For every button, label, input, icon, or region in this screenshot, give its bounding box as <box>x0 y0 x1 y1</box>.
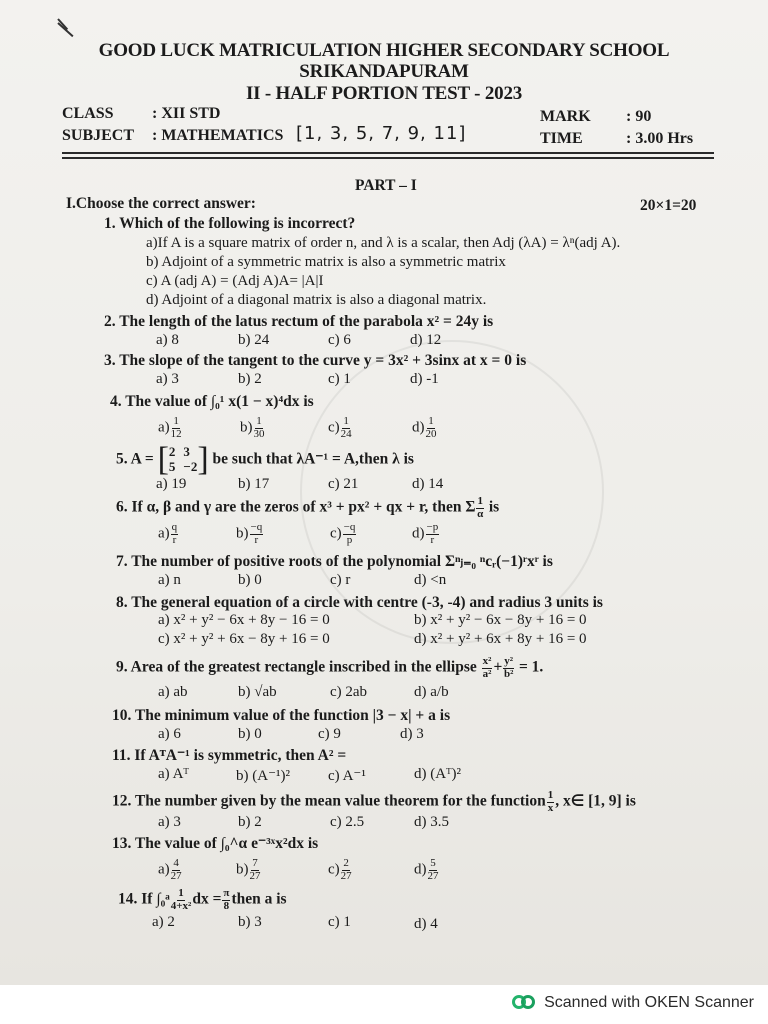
q2-option-a: a) 8 <box>156 332 179 348</box>
mark-value: : 90 <box>626 108 652 125</box>
q2-option-d: d) 12 <box>410 332 442 348</box>
q6-option-c: c) $\frac{-q}{p}$ <box>330 521 356 546</box>
q12-option-a: a) 3 <box>158 814 181 830</box>
time-value: : 3.00 Hrs <box>626 130 694 147</box>
q1-option-b: b) Adjoint of a symmetric matrix is also a symmetric matrix <box>146 254 506 270</box>
question-7: 7. The number of positive roots of the polynomial Σⁿⱼ₌₀ ⁿcᵣ(−1)ʳxʳ is <box>116 553 553 570</box>
section-instruction: I.Choose the correct answer: <box>66 195 256 212</box>
q7-option-a: a) n <box>158 572 181 588</box>
header-rule <box>62 157 714 159</box>
q3-option-c: c) 1 <box>328 371 351 387</box>
q11-option-d: d) (Aᵀ)² <box>414 766 461 782</box>
question-2: 2. The length of the latus rectum of the parabola x² = 24y is <box>104 313 494 330</box>
q7-option-b: b) 0 <box>238 572 262 588</box>
question-9: 9. Area of the greatest rectangle inscribed in the ellipse $\frac{\text{x²}}{\text{a²}}$ + $\frac{\text{y²}}{\text{b²}}$ = 1. <box>116 655 544 680</box>
q4-option-c: c) $\frac{1}{24}$ <box>328 415 352 440</box>
matrix-A: [ 2 3 5 −2 ] <box>157 441 209 478</box>
q6-option-b: b) $\frac{-q}{r}$ <box>236 521 263 546</box>
q3-option-a: a) 3 <box>156 371 179 387</box>
q5-option-d: d) 14 <box>412 476 444 492</box>
q14-option-b: b) 3 <box>238 914 262 930</box>
q11-option-a: a) Aᵀ <box>158 766 189 782</box>
q8-option-b: b) x² + y² − 6x − 8y + 16 = 0 <box>414 612 587 628</box>
subject-value: : MATHEMATICS <box>152 127 284 144</box>
q10-option-d: d) 3 <box>400 726 424 742</box>
q4-option-d: d) $\frac{1}{20}$ <box>412 415 437 440</box>
scanner-watermark <box>512 993 754 1013</box>
question-6: 6. If α, β and γ are the zeros of x³ + px² + qx + r, then Σ $\frac{1}{\alpha}$ is <box>116 495 500 520</box>
q6-option-a: a) $\frac{q}{r}$ <box>158 521 178 546</box>
q2-option-c: c) 6 <box>328 332 351 348</box>
q5-option-a: a) 19 <box>156 476 187 492</box>
q3-option-b: b) 2 <box>238 371 262 387</box>
q12-option-d: d) 3.5 <box>414 814 449 830</box>
school-name: GOOD LUCK MATRICULATION HIGHER SECONDARY SCHOOL <box>98 40 670 61</box>
q8-option-a: a) x² + y² − 6x + 8y − 16 = 0 <box>158 612 330 628</box>
question-3: 3. The slope of the tangent to the curve y = 3x² + 3sinx at x = 0 is <box>104 352 527 369</box>
q10-option-a: a) 6 <box>158 726 181 742</box>
q1-option-d: d) Adjoint of a diagonal matrix is also a diagonal matrix. <box>146 292 487 308</box>
q4-option-a: a) $\frac{1}{12}$ <box>158 415 182 440</box>
q10-option-b: b) 0 <box>238 726 262 742</box>
q5-option-b: b) 17 <box>238 476 270 492</box>
q10-option-c: c) 9 <box>318 726 341 742</box>
question-4: 4. The value of ∫₀¹ x(1 − x)⁴dx is <box>110 393 314 410</box>
q7-option-d: d) <n <box>414 572 447 588</box>
q14-option-d: d) 4 <box>414 916 438 932</box>
class-value: : XII STD <box>152 105 221 122</box>
q1-option-a: a)If A is a square matrix of order n, and λ is a scalar, then Adj (λA) = λⁿ(adj A). <box>146 235 621 251</box>
q5-option-c: c) 21 <box>328 476 359 492</box>
question-13: 13. The value of ∫₀^α e⁻³ˣx²dx is <box>112 835 319 852</box>
q9-option-d: d) a/b <box>414 684 449 700</box>
question-1: 1. Which of the following is incorrect? <box>104 215 356 232</box>
q11-option-b: b) (A⁻¹)² <box>236 768 290 784</box>
q8-option-d: d) x² + y² + 6x + 8y + 16 = 0 <box>414 631 587 647</box>
school-town: SRIKANDAPURAM <box>299 61 469 82</box>
q11-option-c: c) A⁻¹ <box>328 768 366 784</box>
question-10: 10. The minimum value of the function |3 − x| + a is <box>112 707 451 724</box>
q13-option-b: b) $\frac{7}{27}$ <box>236 857 261 882</box>
q4-option-b: b) $\frac{1}{30}$ <box>240 415 265 440</box>
q2-option-b: b) 24 <box>238 332 270 348</box>
question-11: 11. If AᵀA⁻¹ is symmetric, then A² = <box>112 747 347 764</box>
class-label: CLASS <box>62 105 114 122</box>
scanner-footer <box>0 985 768 1024</box>
q9-option-b: b) √ab <box>238 684 277 700</box>
section-marks: 20×1=20 <box>640 197 697 214</box>
exam-title: II - HALF PORTION TEST - 2023 <box>245 83 523 104</box>
question-12: 12. The number given by the mean value theorem for the function $\frac{1}{x}$ , x∈ [1, 9] is <box>112 789 636 814</box>
question-14: 14. If ∫₀ᵃ $\frac{1}{\text{4+x²}}$ dx = $\frac{\pi}{8}$ then a is <box>118 887 287 912</box>
header-rule <box>62 152 714 154</box>
time-label: TIME <box>540 130 583 147</box>
q13-option-d: d) $\frac{5}{27}$ <box>414 857 439 882</box>
question-8: 8. The general equation of a circle with centre (-3, -4) and radius 3 units is <box>116 594 603 611</box>
part-heading: PART – I <box>355 177 417 194</box>
q6-option-d: d) $\frac{-p}{r}$ <box>412 521 439 546</box>
q3-option-d: d) -1 <box>410 371 439 387</box>
q8-option-c: c) x² + y² + 6x − 8y + 16 = 0 <box>158 631 330 647</box>
mark-label: MARK <box>540 108 591 125</box>
q12-option-b: b) 2 <box>238 814 262 830</box>
q13-option-c: c) $\frac{2}{27}$ <box>328 857 352 882</box>
q14-option-a: a) 2 <box>152 914 175 930</box>
subject-handwritten-note: [1, 3, 5, 7, 9, 11] <box>296 123 467 144</box>
q9-option-a: a) ab <box>158 684 188 700</box>
oken-logo-icon <box>512 993 536 1013</box>
q13-option-a: a) $\frac{4}{27}$ <box>158 857 182 882</box>
question-5: 5. A = [ 2 3 5 −2 ] be such that λA⁻¹ = A,then λ is <box>116 441 414 478</box>
subject-label: SUBJECT <box>62 127 135 144</box>
q7-option-c: c) r <box>330 572 351 588</box>
scanner-text: Scanned with OKEN Scanner <box>544 994 754 1011</box>
q1-option-c: c) A (adj A) = (Adj A)A= |A|I <box>146 273 324 289</box>
q14-option-c: c) 1 <box>328 914 351 930</box>
q9-option-c: c) 2ab <box>330 684 368 700</box>
q12-option-c: c) 2.5 <box>330 814 365 830</box>
